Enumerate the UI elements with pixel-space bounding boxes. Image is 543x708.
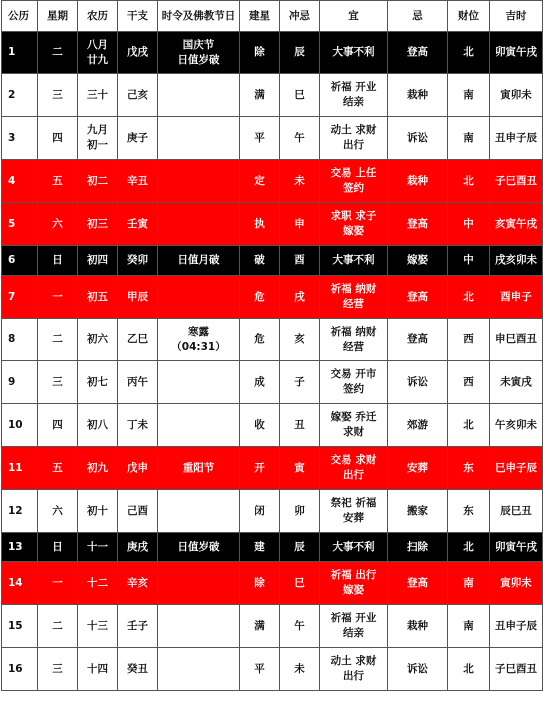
cell-suitable: 祈福 开业 结亲: [320, 74, 388, 117]
cell-auspicious-hours: 辰巳丑: [490, 490, 543, 533]
cell-lunar-date: 九月 初一: [78, 117, 118, 160]
table-row: [2, 605, 543, 648]
cell-ganzhi: 乙巳: [118, 319, 158, 361]
cell-lunar-date: 初四: [78, 246, 118, 276]
cell-clash: 巳: [280, 74, 320, 117]
cell-wealth-direction: 西: [448, 319, 490, 361]
column-header-lunar-date: 农历: [78, 1, 118, 32]
cell-gregorian-day: 6: [2, 246, 38, 276]
cell-jianxing: 平: [240, 117, 280, 160]
cell-avoid: 登高: [388, 276, 448, 319]
table-row: [2, 160, 543, 203]
cell-auspicious-hours: 卯寅午戌: [490, 32, 543, 74]
cell-jianxing: 除: [240, 32, 280, 74]
cell-avoid: 栽种: [388, 74, 448, 117]
cell-avoid: 登高: [388, 203, 448, 246]
cell-wealth-direction: 南: [448, 605, 490, 648]
cell-jianxing: 满: [240, 74, 280, 117]
cell-wealth-direction: 北: [448, 648, 490, 691]
cell-festival: 重阳节: [158, 447, 240, 490]
column-header-gregorian-day: 公历: [2, 1, 38, 32]
cell-auspicious-hours: 酉申子: [490, 276, 543, 319]
cell-suitable: 祈福 出行 嫁娶: [320, 562, 388, 605]
cell-festival: [158, 648, 240, 691]
cell-suitable: 祈福 纳财 经营: [320, 276, 388, 319]
cell-ganzhi: 戊申: [118, 447, 158, 490]
table-row: [2, 276, 543, 319]
cell-clash: 未: [280, 160, 320, 203]
cell-auspicious-hours: 寅卯未: [490, 74, 543, 117]
table-row: [2, 361, 543, 404]
cell-lunar-date: 初五: [78, 276, 118, 319]
cell-auspicious-hours: 卯寅午戌: [490, 533, 543, 562]
cell-festival: [158, 276, 240, 319]
cell-weekday: 六: [38, 490, 78, 533]
cell-clash: 子: [280, 361, 320, 404]
cell-festival: [158, 361, 240, 404]
cell-ganzhi: 辛丑: [118, 160, 158, 203]
cell-jianxing: 执: [240, 203, 280, 246]
cell-wealth-direction: 南: [448, 117, 490, 160]
cell-clash: 寅: [280, 447, 320, 490]
cell-clash: 午: [280, 117, 320, 160]
cell-wealth-direction: 西: [448, 361, 490, 404]
cell-festival: 寒露 （04:31）: [158, 319, 240, 361]
cell-festival: [158, 203, 240, 246]
cell-weekday: 五: [38, 447, 78, 490]
cell-auspicious-hours: 午亥卯未: [490, 404, 543, 447]
cell-weekday: 五: [38, 160, 78, 203]
cell-weekday: 三: [38, 648, 78, 691]
cell-lunar-date: 十三: [78, 605, 118, 648]
cell-jianxing: 满: [240, 605, 280, 648]
table-row: [2, 246, 543, 276]
cell-weekday: 一: [38, 562, 78, 605]
cell-lunar-date: 初九: [78, 447, 118, 490]
table-row: [2, 490, 543, 533]
cell-ganzhi: 癸卯: [118, 246, 158, 276]
cell-suitable: 动土 求财 出行: [320, 648, 388, 691]
almanac-table: [1, 0, 543, 691]
cell-gregorian-day: 11: [2, 447, 38, 490]
cell-festival: [158, 490, 240, 533]
cell-gregorian-day: 2: [2, 74, 38, 117]
cell-suitable: 大事不利: [320, 533, 388, 562]
cell-clash: 辰: [280, 533, 320, 562]
cell-lunar-date: 初八: [78, 404, 118, 447]
table-row: [2, 203, 543, 246]
cell-suitable: 交易 求财 出行: [320, 447, 388, 490]
cell-lunar-date: 初十: [78, 490, 118, 533]
cell-ganzhi: 丙午: [118, 361, 158, 404]
cell-suitable: 祈福 开业 结亲: [320, 605, 388, 648]
cell-avoid: 嫁娶: [388, 246, 448, 276]
cell-jianxing: 定: [240, 160, 280, 203]
cell-gregorian-day: 1: [2, 32, 38, 74]
cell-weekday: 日: [38, 246, 78, 276]
cell-festival: [158, 160, 240, 203]
cell-avoid: 登高: [388, 319, 448, 361]
cell-gregorian-day: 15: [2, 605, 38, 648]
cell-auspicious-hours: 丑申子辰: [490, 605, 543, 648]
cell-lunar-date: 初六: [78, 319, 118, 361]
column-header-wealth-direction: 财位: [448, 1, 490, 32]
table-row: [2, 648, 543, 691]
cell-lunar-date: 初二: [78, 160, 118, 203]
cell-wealth-direction: 南: [448, 562, 490, 605]
column-header-jianxing: 建星: [240, 1, 280, 32]
column-header-weekday: 星期: [38, 1, 78, 32]
cell-wealth-direction: 东: [448, 447, 490, 490]
cell-auspicious-hours: 未寅戌: [490, 361, 543, 404]
cell-weekday: 二: [38, 32, 78, 74]
cell-ganzhi: 辛亥: [118, 562, 158, 605]
cell-ganzhi: 甲辰: [118, 276, 158, 319]
cell-gregorian-day: 4: [2, 160, 38, 203]
cell-clash: 未: [280, 648, 320, 691]
table-row: [2, 404, 543, 447]
cell-avoid: 郊游: [388, 404, 448, 447]
cell-lunar-date: 十二: [78, 562, 118, 605]
cell-auspicious-hours: 戌亥卯未: [490, 246, 543, 276]
cell-jianxing: 除: [240, 562, 280, 605]
cell-gregorian-day: 16: [2, 648, 38, 691]
cell-clash: 巳: [280, 562, 320, 605]
cell-gregorian-day: 5: [2, 203, 38, 246]
cell-gregorian-day: 10: [2, 404, 38, 447]
table-row: [2, 562, 543, 605]
cell-festival: [158, 117, 240, 160]
cell-avoid: 诉讼: [388, 648, 448, 691]
cell-ganzhi: 庚戌: [118, 533, 158, 562]
cell-clash: 丑: [280, 404, 320, 447]
cell-jianxing: 建: [240, 533, 280, 562]
cell-clash: 申: [280, 203, 320, 246]
cell-festival: 日值月破: [158, 246, 240, 276]
cell-gregorian-day: 3: [2, 117, 38, 160]
cell-weekday: 一: [38, 276, 78, 319]
cell-ganzhi: 己酉: [118, 490, 158, 533]
column-header-auspicious-hours: 吉时: [490, 1, 543, 32]
cell-jianxing: 破: [240, 246, 280, 276]
cell-ganzhi: 癸丑: [118, 648, 158, 691]
cell-suitable: 求职 求子 嫁娶: [320, 203, 388, 246]
cell-avoid: 登高: [388, 562, 448, 605]
cell-clash: 戌: [280, 276, 320, 319]
cell-festival: 日值岁破: [158, 533, 240, 562]
cell-wealth-direction: 南: [448, 74, 490, 117]
column-header-festival: 时令及佛教节日: [158, 1, 240, 32]
table-body: [2, 32, 543, 691]
cell-clash: 卯: [280, 490, 320, 533]
cell-weekday: 四: [38, 117, 78, 160]
cell-ganzhi: 庚子: [118, 117, 158, 160]
cell-avoid: 安葬: [388, 447, 448, 490]
cell-avoid: 登高: [388, 32, 448, 74]
table-row: [2, 74, 543, 117]
cell-jianxing: 危: [240, 319, 280, 361]
cell-ganzhi: 壬寅: [118, 203, 158, 246]
cell-auspicious-hours: 子巳酉丑: [490, 648, 543, 691]
cell-lunar-date: 八月 廿九: [78, 32, 118, 74]
cell-festival: [158, 404, 240, 447]
cell-auspicious-hours: 巳申子辰: [490, 447, 543, 490]
cell-lunar-date: 初七: [78, 361, 118, 404]
cell-gregorian-day: 13: [2, 533, 38, 562]
cell-lunar-date: 初三: [78, 203, 118, 246]
cell-wealth-direction: 东: [448, 490, 490, 533]
cell-avoid: 栽种: [388, 605, 448, 648]
cell-suitable: 交易 上任 签约: [320, 160, 388, 203]
cell-wealth-direction: 中: [448, 246, 490, 276]
cell-wealth-direction: 北: [448, 276, 490, 319]
cell-festival: [158, 605, 240, 648]
table-row: [2, 32, 543, 74]
cell-avoid: 扫除: [388, 533, 448, 562]
column-header-clash: 冲忌: [280, 1, 320, 32]
cell-weekday: 二: [38, 605, 78, 648]
column-header-avoid: 忌: [388, 1, 448, 32]
cell-avoid: 栽种: [388, 160, 448, 203]
column-header-suitable: 宜: [320, 1, 388, 32]
table-row: [2, 447, 543, 490]
cell-clash: 午: [280, 605, 320, 648]
cell-jianxing: 闭: [240, 490, 280, 533]
cell-suitable: 大事不利: [320, 32, 388, 74]
cell-festival: [158, 74, 240, 117]
cell-gregorian-day: 12: [2, 490, 38, 533]
cell-ganzhi: 戊戌: [118, 32, 158, 74]
cell-wealth-direction: 北: [448, 533, 490, 562]
cell-festival: 国庆节 日值岁破: [158, 32, 240, 74]
cell-ganzhi: 壬子: [118, 605, 158, 648]
cell-lunar-date: 十一: [78, 533, 118, 562]
header-row: [2, 1, 543, 32]
cell-gregorian-day: 9: [2, 361, 38, 404]
table-header: [2, 1, 543, 32]
cell-auspicious-hours: 子巳酉丑: [490, 160, 543, 203]
cell-weekday: 三: [38, 361, 78, 404]
cell-weekday: 四: [38, 404, 78, 447]
cell-jianxing: 成: [240, 361, 280, 404]
cell-avoid: 诉讼: [388, 361, 448, 404]
cell-suitable: 嫁娶 乔迁 求财: [320, 404, 388, 447]
cell-ganzhi: 己亥: [118, 74, 158, 117]
cell-gregorian-day: 7: [2, 276, 38, 319]
cell-jianxing: 危: [240, 276, 280, 319]
cell-wealth-direction: 中: [448, 203, 490, 246]
cell-jianxing: 平: [240, 648, 280, 691]
cell-gregorian-day: 14: [2, 562, 38, 605]
cell-clash: 辰: [280, 32, 320, 74]
table-row: [2, 319, 543, 361]
cell-suitable: 交易 开市 签约: [320, 361, 388, 404]
cell-clash: 亥: [280, 319, 320, 361]
cell-suitable: 动土 求财 出行: [320, 117, 388, 160]
cell-jianxing: 开: [240, 447, 280, 490]
cell-suitable: 祭祀 祈福 安葬: [320, 490, 388, 533]
cell-avoid: 诉讼: [388, 117, 448, 160]
cell-suitable: 祈福 纳财 经营: [320, 319, 388, 361]
cell-wealth-direction: 北: [448, 160, 490, 203]
cell-auspicious-hours: 申巳酉丑: [490, 319, 543, 361]
cell-weekday: 三: [38, 74, 78, 117]
cell-avoid: 搬家: [388, 490, 448, 533]
cell-jianxing: 收: [240, 404, 280, 447]
cell-weekday: 日: [38, 533, 78, 562]
cell-lunar-date: 三十: [78, 74, 118, 117]
cell-auspicious-hours: 寅卯未: [490, 562, 543, 605]
table-row: [2, 533, 543, 562]
cell-weekday: 二: [38, 319, 78, 361]
cell-suitable: 大事不利: [320, 246, 388, 276]
cell-auspicious-hours: 亥寅午戌: [490, 203, 543, 246]
cell-wealth-direction: 北: [448, 404, 490, 447]
table-row: [2, 117, 543, 160]
cell-lunar-date: 十四: [78, 648, 118, 691]
cell-weekday: 六: [38, 203, 78, 246]
cell-clash: 酉: [280, 246, 320, 276]
cell-ganzhi: 丁未: [118, 404, 158, 447]
column-header-ganzhi: 干支: [118, 1, 158, 32]
cell-festival: [158, 562, 240, 605]
cell-wealth-direction: 北: [448, 32, 490, 74]
cell-auspicious-hours: 丑申子辰: [490, 117, 543, 160]
cell-gregorian-day: 8: [2, 319, 38, 361]
